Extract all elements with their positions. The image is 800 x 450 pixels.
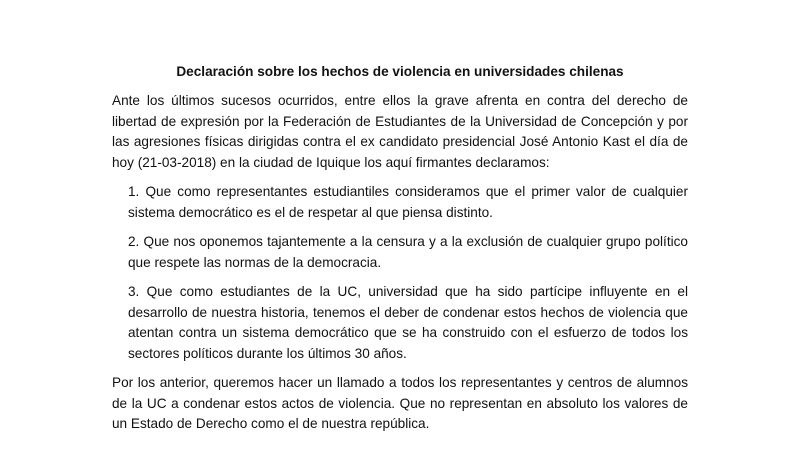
intro-paragraph: Ante los últimos sucesos ocurridos, entre ellos la grave afrenta en contra del derecho de libertad de expresión por la Federación de Estudiantes de la Universidad de Concepción y por las agresiones físicas dirigidas contra el ex candidato presidencial José Antonio Kast el día de hoy (21-03-2018) en la ciudad de Iquique los aquí firmantes declaramos: [112,93,688,170]
declaration-item-2: 2. Que nos oponemos tajantemente a la censura y a la exclusión de cualquier grupo político que respete las normas de la democracia. [128,234,688,270]
document-title: Declaración sobre los hechos de violencia en universidades chilenas [176,64,624,79]
closing-paragraph: Por los anterior, queremos hacer un llamado a todos los representantes y centros de alumnos de la UC a condenar estos actos de violencia. Que no representan en absoluto los valores de un Estado de Derecho como el de nuestra república. [112,375,688,431]
declaration-item-1: 1. Que como representantes estudiantiles consideramos que el primer valor de cualquier sistema democrático es el de respetar al que piensa distinto. [128,184,688,220]
declaration-item-3: 3. Que como estudiantes de la UC, universidad que ha sido partícipe influyente en el desarrollo de nuestra historia, tenemos el deber de condenar estos hechos de violencia que atentan contra un sistema democrático que se ha construido con el esfuerzo de todos los sectores políticos durante los últimos 30 años. [128,284,688,361]
